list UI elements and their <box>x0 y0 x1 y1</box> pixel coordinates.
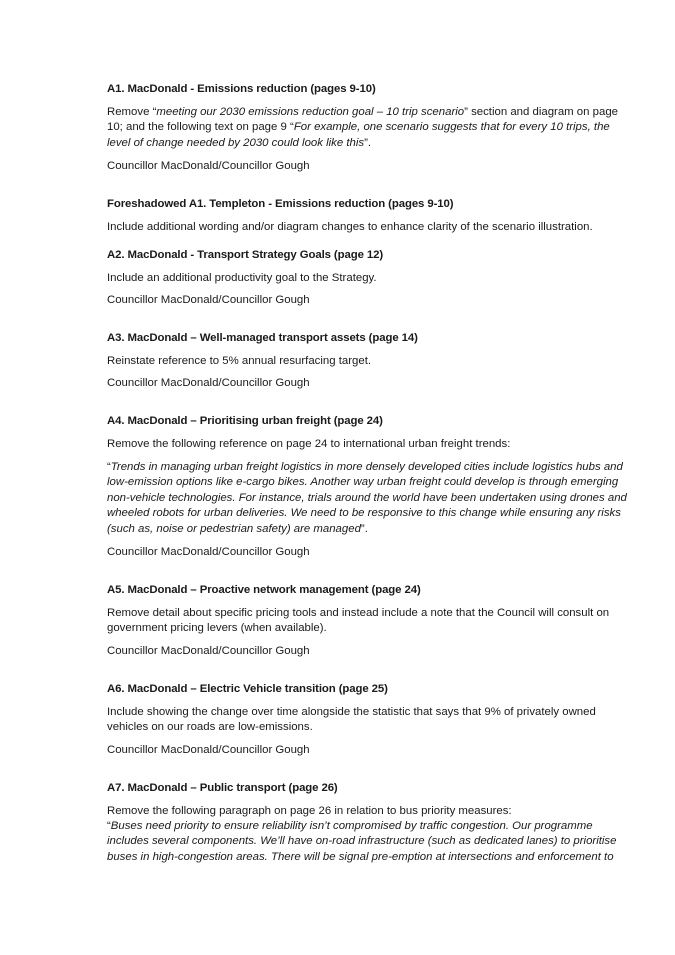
item-a5-mover: Councillor MacDonald/Councillor Gough <box>107 645 310 657</box>
item-a7-quote: “Buses need priority to ensure reliability isn’t compromised by traffic congestion. Our programme includes several components. We’ll have on-road infrastructure (such as dedicated lanes) to prioritise buses in high-congestion areas. There will be signal pre-emption at intersections and enforcement to <box>107 820 617 863</box>
item-a2-heading: A2. MacDonald - Transport Strategy Goals (page 12) <box>107 249 384 261</box>
item-a4-quote: “Trends in managing urban freight logistics in more densely developed cities include logistics hubs and low-emission options like e-cargo bikes. Another way urban freight could develop is through emerging non-vehicle technologies. For instance, trials around the world have been undertaken using drones and wheeled robots for urban deliveries. We need to be responsive to this change while ensuring any risks (such as, noise or pedestrian safety) are managed”. <box>107 461 627 535</box>
item-a1-body: Remove “meeting our 2030 emissions reduction goal – 10 trip scenario” section and diagram on page 10; and the following text on page 9 “For example, one scenario suggests that for every 10 trips, the level of change needed by 2030 could look like this”. <box>107 106 618 149</box>
item-a6-heading: A6. MacDonald – Electric Vehicle transition (page 25) <box>107 683 388 695</box>
item-a7-body: Remove the following paragraph on page 26 in relation to bus priority measures: <box>107 805 512 817</box>
item-a3-heading: A3. MacDonald – Well-managed transport assets (page 14) <box>107 332 418 344</box>
item-a4-heading: A4. MacDonald – Prioritising urban freight (page 24) <box>107 415 383 427</box>
item-a3-mover: Councillor MacDonald/Councillor Gough <box>107 377 310 389</box>
item-a2-mover: Councillor MacDonald/Councillor Gough <box>107 294 310 306</box>
item-fa1-heading: Foreshadowed A1. Templeton - Emissions reduction (pages 9-10) <box>107 198 454 210</box>
item-a6-mover: Councillor MacDonald/Councillor Gough <box>107 744 310 756</box>
item-a1-heading: A1. MacDonald - Emissions reduction (pages 9-10) <box>107 83 376 95</box>
item-a2-body: Include an additional productivity goal to the Strategy. <box>107 272 377 284</box>
item-a4-body: Remove the following reference on page 24 to international urban freight trends: <box>107 438 511 450</box>
item-a3-body: Reinstate reference to 5% annual resurfacing target. <box>107 355 372 367</box>
item-a6-body: Include showing the change over time alongside the statistic that says that 9% of privately owned vehicles on our roads are low-emissions. <box>107 706 596 734</box>
item-a1-mover: Councillor MacDonald/Councillor Gough <box>107 160 310 172</box>
item-a5-heading: A5. MacDonald – Proactive network management (page 24) <box>107 584 421 596</box>
item-fa1-body: Include additional wording and/or diagram changes to enhance clarity of the scenario illustration. <box>107 221 593 233</box>
item-a5-body: Remove detail about specific pricing tools and instead include a note that the Council will consult on government pricing levers (when available). <box>107 607 610 635</box>
item-a4-mover: Councillor MacDonald/Councillor Gough <box>107 546 310 558</box>
item-a7-heading: A7. MacDonald – Public transport (page 26) <box>107 782 338 794</box>
